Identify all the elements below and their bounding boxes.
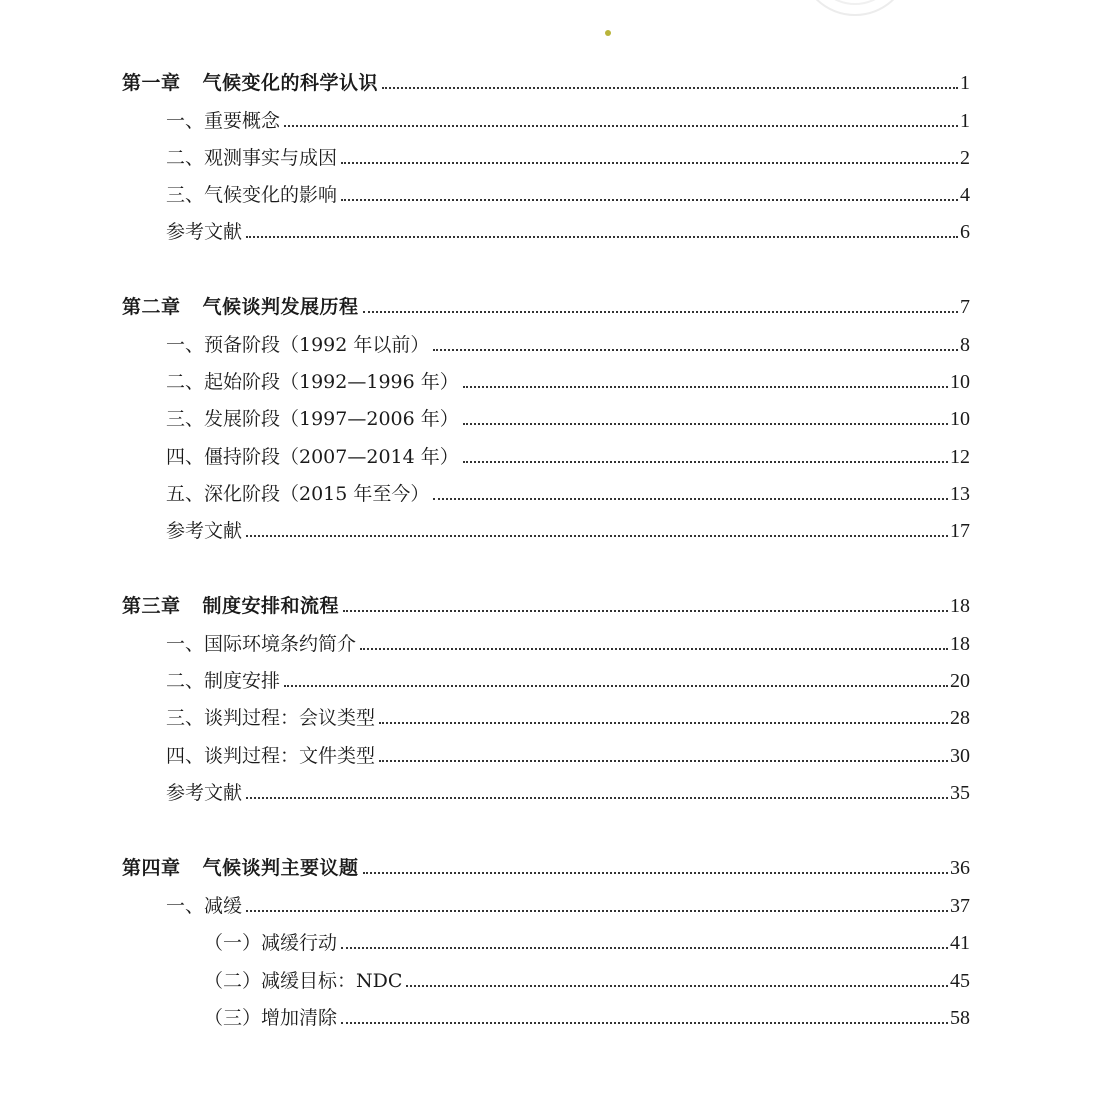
- page-number: 45: [950, 970, 970, 992]
- entry-label: 四、谈判过程：文件类型: [166, 745, 376, 767]
- dot-leader: [246, 795, 948, 799]
- dot-leader: [433, 347, 958, 351]
- page-number: 13: [950, 483, 970, 505]
- dot-leader: [463, 384, 948, 388]
- page-number: 12: [950, 446, 970, 468]
- toc-entry[interactable]: [166, 481, 970, 507]
- toc-chapter-2[interactable]: [122, 294, 970, 320]
- toc-entry[interactable]: [166, 182, 970, 208]
- toc-entry[interactable]: [166, 369, 970, 395]
- dot-leader: [341, 945, 948, 949]
- dot-leader: [363, 870, 948, 874]
- page-number: 2: [960, 147, 970, 169]
- dot-leader: [246, 533, 948, 537]
- toc-entry[interactable]: [166, 332, 970, 358]
- dot-leader: [341, 1020, 948, 1024]
- dot-leader: [382, 85, 958, 89]
- page-number: 28: [950, 707, 970, 729]
- entry-label: 一、减缓: [166, 895, 243, 917]
- entry-label: 参考文献: [166, 782, 243, 804]
- toc-entry[interactable]: [166, 444, 970, 470]
- entry-label: 参考文献: [166, 520, 243, 542]
- toc-entry[interactable]: [166, 668, 970, 694]
- dot-leader: [246, 234, 958, 238]
- page-number: 7: [960, 296, 970, 318]
- entry-label: 四、僵持阶段（2007—2014 年）: [166, 446, 459, 468]
- page-number: 17: [950, 520, 970, 542]
- entry-label: 五、深化阶段（2015 年至今）: [166, 483, 430, 505]
- page-number: 10: [950, 408, 970, 430]
- toc-subentry[interactable]: [204, 968, 970, 994]
- dot-leader: [463, 459, 948, 463]
- toc-chapter-3[interactable]: [122, 593, 970, 619]
- page-number: 8: [960, 334, 970, 356]
- toc-entry[interactable]: [166, 705, 970, 731]
- toc-entry[interactable]: [166, 631, 970, 657]
- chapter-title: 制度安排和流程: [202, 595, 340, 617]
- toc-entry[interactable]: [166, 108, 970, 134]
- entry-label: 二、观测事实与成因: [166, 147, 338, 169]
- page-number: 18: [950, 633, 970, 655]
- page-number: 6: [960, 221, 970, 243]
- dot-leader: [246, 908, 948, 912]
- toc-chapter-4[interactable]: [122, 855, 970, 881]
- entry-label: （二）减缓目标：NDC: [204, 970, 403, 992]
- toc-subentry[interactable]: [204, 1005, 970, 1031]
- entry-label: 一、国际环境条约简介: [166, 633, 357, 655]
- dot-leader: [341, 160, 958, 164]
- page-number: 35: [950, 782, 970, 804]
- page-number: 18: [950, 595, 970, 617]
- entry-label: 一、重要概念: [166, 110, 281, 132]
- dot-leader: [463, 421, 948, 425]
- chapter-title: 气候谈判主要议题: [202, 857, 359, 879]
- toc-entry[interactable]: [166, 743, 970, 769]
- entry-label: 二、起始阶段（1992—1996 年）: [166, 371, 459, 393]
- dot-leader: [284, 683, 948, 687]
- dot-leader: [433, 496, 948, 500]
- toc-subentry[interactable]: [204, 930, 970, 956]
- toc-entry[interactable]: [166, 518, 970, 544]
- dot-leader: [406, 983, 948, 987]
- page-number: 36: [950, 857, 970, 879]
- page-number: 41: [950, 932, 970, 954]
- entry-label: 三、气候变化的影响: [166, 184, 338, 206]
- page-number: 37: [950, 895, 970, 917]
- chapter-number: 第二章: [122, 296, 181, 318]
- entry-label: 一、预备阶段（1992 年以前）: [166, 334, 430, 356]
- dot-leader: [343, 608, 948, 612]
- dot-leader: [363, 309, 958, 313]
- dot-leader: [379, 758, 948, 762]
- dot-leader: [360, 646, 948, 650]
- page-number: 30: [950, 745, 970, 767]
- chapter-number: 第四章: [122, 857, 181, 879]
- page-number: 20: [950, 670, 970, 692]
- entry-label: 二、制度安排: [166, 670, 281, 692]
- toc-entry[interactable]: [166, 219, 970, 245]
- chapter-title: 气候谈判发展历程: [202, 296, 359, 318]
- entry-label: （一）减缓行动: [204, 932, 338, 954]
- entry-label: （三）增加清除: [204, 1007, 338, 1029]
- toc-chapter-1[interactable]: [122, 70, 970, 96]
- page-number: 10: [950, 371, 970, 393]
- entry-label: 参考文献: [166, 221, 243, 243]
- chapter-title: 气候变化的科学认识: [202, 72, 379, 94]
- toc-entry[interactable]: [166, 406, 970, 432]
- entry-label: 三、谈判过程：会议类型: [166, 707, 376, 729]
- page-number: 1: [960, 72, 970, 94]
- toc-entry[interactable]: [166, 780, 970, 806]
- page-number: 4: [960, 184, 970, 206]
- dot-leader: [379, 720, 948, 724]
- chapter-number: 第三章: [122, 595, 181, 617]
- dot-leader: [341, 197, 958, 201]
- page-number: 58: [950, 1007, 970, 1029]
- toc-entry[interactable]: [166, 145, 970, 171]
- chapter-number: 第一章: [122, 72, 181, 94]
- page-number: 1: [960, 110, 970, 132]
- entry-label: 三、发展阶段（1997—2006 年）: [166, 408, 459, 430]
- dot-leader: [284, 123, 958, 127]
- toc-entry[interactable]: [166, 893, 970, 919]
